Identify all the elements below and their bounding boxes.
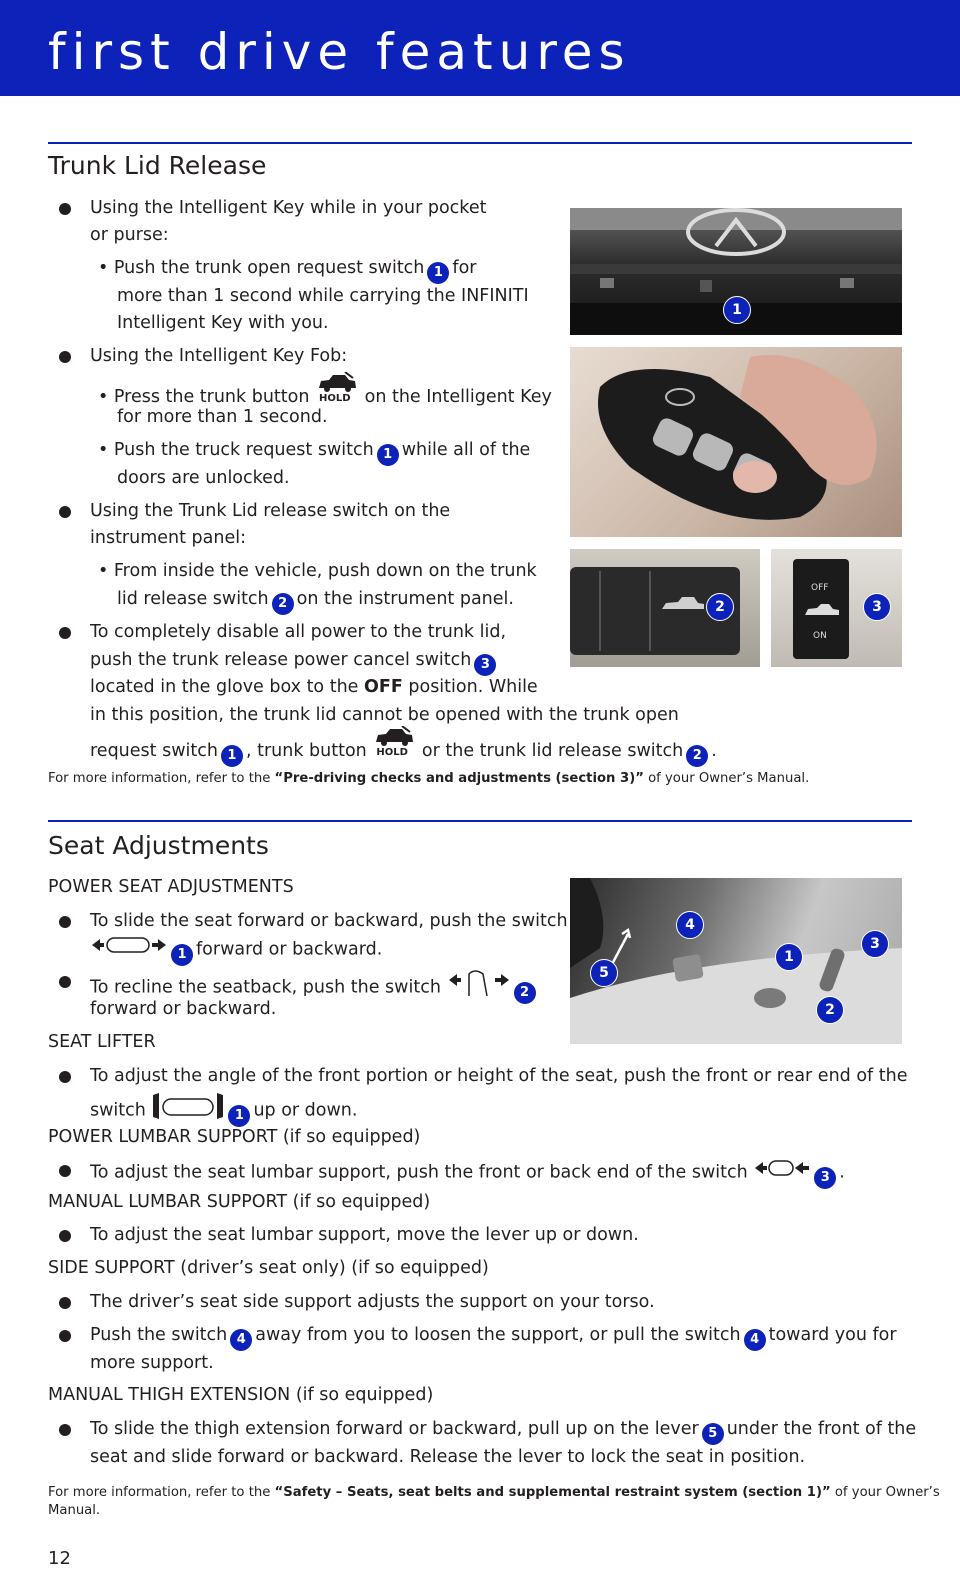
text: up or down. [253,1100,358,1121]
hold-label: HOLD [319,393,351,404]
callout-1: 1 [171,944,193,966]
photo-callout-1: 1 [723,296,751,324]
text: toward you for [768,1325,897,1345]
seat-p8-line2: seat and slide forward or backward. Release the lever to lock the seat in position. [90,1447,806,1467]
bullet [59,976,71,988]
text: lid release switch [117,589,269,609]
seat-p5: To adjust the seat lumbar support, move the lever up or down. [90,1225,639,1245]
trunk-lid-photo [570,208,902,335]
photo-callout-4: 4 [676,911,704,939]
bullet [59,1071,71,1083]
trunk-s1-line3: Intelligent Key with you. [117,313,329,333]
callout-3: 3 [814,1167,836,1189]
trunk-s3-line2: doors are unlocked. [117,468,290,488]
text: of your Owner’s Manual. [48,1485,940,1518]
callout-1: 1 [228,1105,250,1127]
switch-on-label: ON [813,631,827,641]
text: under the front of the [726,1419,917,1439]
text: switch [90,1100,146,1121]
seat-note [48,1484,960,1520]
switch-panel [793,559,849,659]
trunk-hold-icon [372,730,416,762]
text: forward or backward. [196,939,383,960]
photo-callout-2: 2 [706,593,734,621]
trunk-note [48,770,809,788]
seat-heading-power: POWER SEAT ADJUSTMENTS [48,877,294,897]
manual-reference: “Pre-driving checks and adjustments (section 3)” [274,771,644,786]
text: push the trunk release power cancel switch [90,650,472,670]
text: . [711,741,717,761]
trunk-s1 [98,255,476,284]
bullet [59,203,71,215]
trunk-s3 [98,437,530,466]
intelligent-key-photo [570,347,902,537]
callout-4: 4 [230,1329,252,1351]
trunk-b2: Using the Intelligent Key Fob: [90,346,348,366]
text: To adjust the seat lumbar support, push the front or back end of the switch [90,1162,748,1183]
trunk-s1-line2: more than 1 second while carrying the INFINITI [117,286,529,306]
seat-p7-line1 [90,1322,897,1351]
callout-2: 2 [272,593,294,615]
text: • Press the trunk button [98,387,310,407]
lumbar-switch-icon [753,1157,811,1188]
bullet [59,1424,71,1436]
text: of your Owner’s Manual. [648,771,810,786]
trunk-b4-line3 [90,674,538,701]
bullet [59,1297,71,1309]
bullet [59,506,71,518]
seat-p8-line1 [90,1416,916,1445]
text: To recline the seatback, push the switch [90,977,441,998]
trunk-b3-line1: Using the Trunk Lid release switch on the [90,501,451,521]
text: . [839,1162,845,1183]
bullet [59,627,71,639]
recline-switch-icon [447,968,511,1007]
bullet [59,351,71,363]
section-rule [48,820,912,822]
text: Push the switch [90,1325,228,1345]
switch-off-label: OFF [811,583,829,593]
text: on the Intelligent Key [364,387,552,407]
seat-p3-line1: To adjust the angle of the front portion or height of the seat, push the front or rear end of the [90,1066,908,1086]
bullet [59,1230,71,1242]
seat-heading-lifter: SEAT LIFTER [48,1032,156,1052]
callout-1: 1 [377,444,399,466]
seat-p4 [90,1157,845,1189]
callout-2: 2 [686,745,708,767]
photo-callout-5: 5 [590,959,618,987]
trunk-s4-line1: • From inside the vehicle, push down on the trunk [98,561,537,581]
section-rule [48,142,912,144]
trunk-b1-line2: or purse: [90,225,169,245]
trunk-b4-line4: in this position, the trunk lid cannot be opened with the trunk open [90,705,679,725]
text: • Push the truck request switch [98,440,374,460]
page-header [0,0,960,96]
trunk-b4-line5 [90,730,717,767]
bullet [59,1165,71,1177]
callout-4: 4 [744,1329,766,1351]
photo-callout-3: 3 [861,930,889,958]
slide-switch-icon [90,935,168,964]
text: on the instrument panel. [296,589,514,609]
trunk-b1-line1: Using the Intelligent Key while in your pocket [90,198,487,218]
power-cancel-switch-photo [771,549,902,667]
text: while all of the [401,440,531,460]
photo-callout-1: 1 [775,943,803,971]
seat-controls-photo [570,878,902,1044]
photo-callout-3: 3 [863,593,891,621]
trunk-b4-line1: To completely disable all power to the trunk lid, [90,622,507,642]
seat-heading-thigh: MANUAL THIGH EXTENSION (if so equipped) [48,1385,434,1405]
callout-1: 1 [221,745,243,767]
text: For more information, refer to the [48,771,271,786]
text: or the trunk lid release switch [421,741,684,761]
hold-label: HOLD [376,747,408,758]
text: • Push the trunk open request switch [98,258,425,278]
bullet [59,1330,71,1342]
text: for [452,258,477,278]
trunk-s4 [117,586,514,615]
trunk-b4-line2 [90,647,499,676]
seat-heading-side-support: SIDE SUPPORT (driver’s seat only) (if so equipped) [48,1258,489,1278]
trunk-s2-line2: for more than 1 second. [117,407,328,427]
seat-heading-manual-lumbar: MANUAL LUMBAR SUPPORT (if so equipped) [48,1192,431,1212]
callout-5: 5 [702,1423,724,1445]
text: request switch [90,741,218,761]
text: To slide the thigh extension forward or backward, pull up on the lever [90,1419,699,1439]
seat-p1-line1: To slide the seat forward or backward, push the switch [90,911,568,931]
header-title: first drive features [48,23,631,81]
text: located in the glove box to the [90,677,359,697]
trunk-b3-line2: instrument panel: [90,528,246,548]
seat-p2-line2: forward or backward. [90,999,277,1019]
seat-p7-line2: more support. [90,1353,214,1373]
text: For more information, refer to the [48,1485,271,1500]
text: , trunk button [245,741,367,761]
text: position. While [408,677,538,697]
trunk-section-title: Trunk Lid Release [48,151,267,180]
callout-2: 2 [514,982,536,1004]
off-label: OFF [364,677,403,697]
manual-reference: “Safety – Seats, seat belts and supplemental restraint system (section 1)” [274,1485,831,1500]
callout-3: 3 [474,654,496,676]
seat-section-title: Seat Adjustments [48,831,269,860]
photo-callout-2: 2 [816,996,844,1024]
callout-1: 1 [427,262,449,284]
seat-heading-power-lumbar: POWER LUMBAR SUPPORT (if so equipped) [48,1127,421,1147]
page-number: 12 [48,1548,71,1569]
seat-p1-line2 [90,935,382,966]
seat-p6: The driver’s seat side support adjusts the support on your torso. [90,1292,655,1312]
trunk-release-switch-photo [570,549,760,667]
text: away from you to loosen the support, or pull the switch [255,1325,741,1345]
bullet [59,916,71,928]
